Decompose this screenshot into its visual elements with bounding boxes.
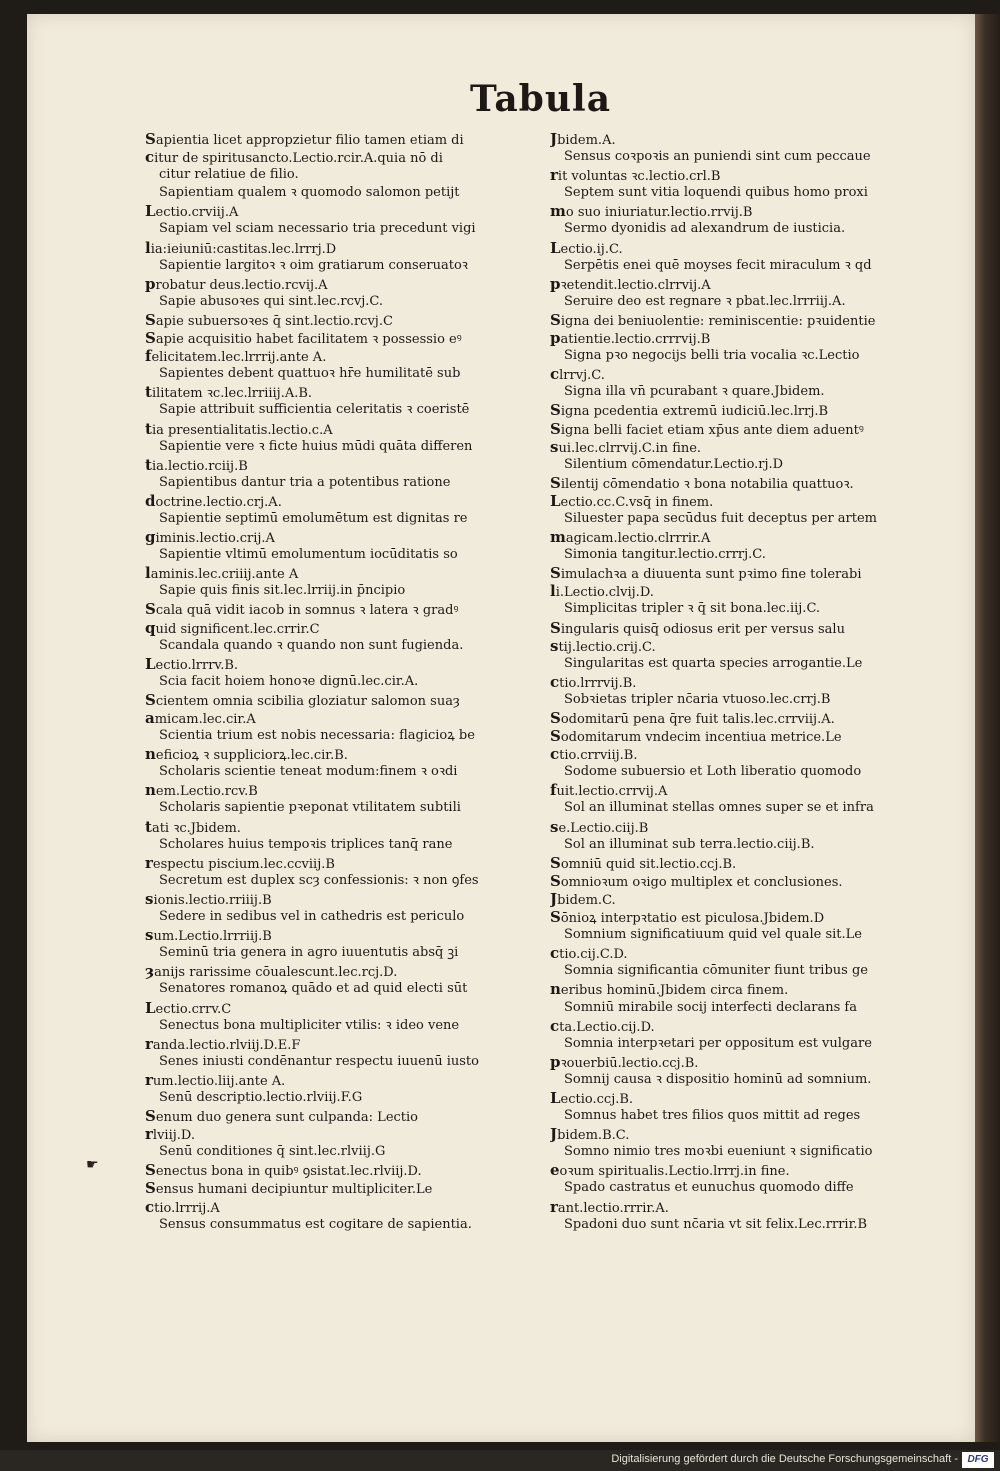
index-entry-continuation: Simplicitas tripler ꝛ q̄ sit bona.lec.iij.C. bbox=[564, 601, 821, 617]
index-entry-continuation: Sapientes debent quattuoꝛ hr̄e humilitatē sub bbox=[159, 366, 461, 382]
index-entry: Lectio.ccj.B. bbox=[550, 1088, 634, 1107]
index-entry: mo suo iniuriatur.lectio.rrvij.B bbox=[550, 202, 753, 221]
index-entry: rit voluntas ꝛc.lectio.crl.B bbox=[550, 166, 721, 185]
index-entry: ȝanijs rarissime cōualescunt.lec.rcj.D. bbox=[145, 962, 398, 981]
index-entry-continuation: Sobꝛietas tripler nc̄aria vtuoso.lec.crrj.B bbox=[564, 691, 831, 707]
index-entry: Sapientia licet appropzietur filio tamen etiam di bbox=[145, 130, 464, 148]
index-entry: Somniū quid sit.lectio.ccj.B. bbox=[550, 853, 737, 872]
index-entry: Lectio.crrv.C bbox=[145, 998, 232, 1017]
index-entry: Singularis quisq̄ odiosus erit per versus salu bbox=[550, 618, 845, 637]
index-entry-continuation: Sol an illuminat stellas omnes super se et infra bbox=[564, 800, 874, 816]
index-entry: doctrine.lectio.crj.A. bbox=[145, 491, 282, 510]
index-entry-continuation: Scholaris sapientie pꝛeponat vtilitatem subtili bbox=[159, 800, 461, 816]
index-entry: Lectio.lrrrv.B. bbox=[145, 654, 239, 673]
index-entry: Jbidem.A. bbox=[550, 130, 616, 148]
index-entry-continuation: Sapientie septimū emolumētum est dignitas re bbox=[159, 510, 468, 526]
page-edge bbox=[975, 14, 1000, 1442]
index-column-right bbox=[550, 130, 925, 1240]
index-entry: respectu piscium.lec.ccviij.B bbox=[145, 853, 335, 872]
index-entry: nem.Lectio.rcv.B bbox=[145, 781, 258, 800]
index-entry-continuation: Silentium cōmendatur.Lectio.rj.D bbox=[564, 456, 784, 472]
index-entry-continuation: Somnia significantia cōmuniter fiunt tribus ge bbox=[564, 963, 868, 979]
index-entry: felicitatem.lec.lrrrij.ante A. bbox=[145, 347, 327, 366]
index-entry: Jbidem.B.C. bbox=[550, 1125, 630, 1144]
index-entry-continuation: Sensus consummatus est cogitare de sapientia. bbox=[159, 1216, 472, 1232]
index-entry: ctio.lrrrvij.B. bbox=[550, 672, 637, 691]
index-entry: ctio.cij.C.D. bbox=[550, 944, 628, 963]
index-entry: Sodomitarum vndecim incentiua metrice.Le bbox=[550, 727, 842, 746]
index-entry: tia.lectio.rciij.B bbox=[145, 455, 248, 474]
index-entry: Scientem omnia scibilia gloziatur salomon suaȝ bbox=[145, 690, 460, 709]
index-entry-continuation: Senū descriptio.lectio.rlviij.F.G bbox=[159, 1089, 363, 1105]
index-entry: lia:ieiuniū:castitas.lec.lrrrj.D bbox=[145, 238, 337, 257]
index-entry: Lectio.crviij.A bbox=[145, 202, 239, 221]
index-entry-continuation: Sapientie vltimū emolumentum iocūditatis so bbox=[159, 547, 458, 563]
index-entry: Signa belli faciet etiam xp̄us ante diem aduentꝰ bbox=[550, 419, 864, 438]
index-entry: Signa pcedentia extremū iudiciū.lec.lrrj.B bbox=[550, 401, 829, 420]
index-entry: Senectus bona in quibꝰ ꝯsistat.lec.rlviij.D. bbox=[145, 1161, 422, 1180]
index-entry-continuation: Scia facit hoiem honoꝛe dignū.lec.cir.A. bbox=[159, 673, 419, 689]
index-entry: amicam.lec.cir.A bbox=[145, 709, 256, 727]
index-entry: li.Lectio.clvij.D. bbox=[550, 582, 654, 601]
index-entry-continuation: Senatores romanoꝝ quādo et ad quid electi sūt bbox=[159, 981, 468, 997]
dfg-logo-icon[interactable]: DFG bbox=[962, 1452, 994, 1468]
index-entry: se.Lectio.ciij.B bbox=[550, 817, 649, 836]
index-entry-continuation: Sapientie vere ꝛ ficte huius mūdi quāta differen bbox=[159, 438, 473, 454]
index-entry: ctio.lrrrij.A bbox=[145, 1197, 220, 1216]
index-entry: Sapie subuersoꝛes q̄ sint.lectio.rcvj.C bbox=[145, 310, 393, 329]
index-entry: pꝛetendit.lectio.clrrvij.A bbox=[550, 274, 711, 293]
index-entry: citur de spiritusancto.Lectio.rcir.A.quia nō di bbox=[145, 148, 443, 167]
index-entry: Simulachꝛa a diuuenta sunt pꝛimo fine tolerabi bbox=[550, 564, 862, 583]
index-entry: rum.lectio.liij.ante A. bbox=[145, 1070, 286, 1089]
margin-mark: ☛ bbox=[86, 1157, 99, 1173]
index-entry: probatur deus.lectio.rcvij.A bbox=[145, 274, 328, 293]
index-entry: tilitatem ꝛc.lec.lrriiij.A.B. bbox=[145, 383, 313, 402]
index-entry: ctio.crrviij.B. bbox=[550, 745, 638, 764]
index-entry: tati ꝛc.Jbidem. bbox=[145, 817, 241, 836]
index-column-left bbox=[145, 130, 520, 1240]
index-entry: Silentij cōmendatio ꝛ bona notabilia quattuoꝛ. bbox=[550, 473, 854, 492]
index-entry: magicam.lectio.clrrrir.A bbox=[550, 528, 711, 547]
index-entry-continuation: Signa illa vn̄ pcurabant ꝛ quare.Jbidem. bbox=[564, 384, 825, 400]
index-entry: patientie.lectio.crrrvij.B bbox=[550, 329, 711, 348]
index-entry: laminis.lec.criiij.ante A bbox=[145, 564, 299, 583]
index-entry: Sensus humani decipiuntur multipliciter.Le bbox=[145, 1179, 433, 1198]
index-entry-continuation: Sapientibus dantur tria a potentibus ratione bbox=[159, 474, 451, 490]
index-entry-continuation: Sapiam vel sciam necessario tria precedunt vigi bbox=[159, 221, 476, 237]
index-entry-continuation: Senes iniusti condēnantur respectu iuuenū iusto bbox=[159, 1053, 479, 1069]
index-entry-continuation: Scientia trium est nobis necessaria: flagicioꝝ be bbox=[159, 728, 475, 744]
index-entry-continuation: Somnus habet tres filios quos mittit ad reges bbox=[564, 1108, 861, 1124]
index-entry: Lectio.cc.C.vsq̄ in finem. bbox=[550, 491, 714, 510]
index-entry-continuation: Senectus bona multipliciter vtilis: ꝛ ideo vene bbox=[159, 1017, 460, 1033]
index-entry-continuation: Somnij causa ꝛ dispositio hominū ad somnium. bbox=[564, 1071, 872, 1087]
index-entry-continuation: Somno nimio tres moꝛbi eueniunt ꝛ significatio bbox=[564, 1144, 873, 1160]
index-entry: neribus hominū.Jbidem circa finem. bbox=[550, 980, 789, 999]
index-entry-continuation: Sol an illuminat sub terra.lectio.ciij.B. bbox=[564, 836, 815, 852]
index-entry-continuation: Secretum est duplex scȝ confessionis: ꝛ non ꝯfes bbox=[159, 872, 479, 888]
index-entry-continuation: Scholaris scientie teneat modum:finem ꝛ oꝛdi bbox=[159, 764, 458, 780]
index-entry: fuit.lectio.crrvij.A bbox=[550, 781, 668, 800]
index-entry: rant.lectio.rrrir.A. bbox=[550, 1197, 669, 1216]
index-entry-continuation: Sensus coꝛpoꝛis an puniendi sint cum peccaue bbox=[564, 149, 871, 165]
index-entry: Scala quā vidit iacob in somnus ꝛ latera ꝛ gradꝰ bbox=[145, 600, 459, 619]
index-entry: sum.Lectio.lrrriij.B bbox=[145, 926, 272, 945]
index-entry: neficioꝝ ꝛ suppliciorꝝ.lec.cir.B. bbox=[145, 745, 348, 764]
index-entry-continuation: Siluester papa secūdus fuit deceptus per artem bbox=[564, 510, 877, 526]
index-entry: Sōnioꝝ interpꝛtatio est piculosa.Jbidem.D bbox=[550, 908, 825, 927]
index-entry-continuation: Septem sunt vitia loquendi quibus homo proxi bbox=[564, 185, 868, 201]
index-entry: sui.lec.clrrvij.C.in fine. bbox=[550, 437, 702, 456]
index-entry-continuation: Seruire deo est regnare ꝛ pbat.lec.lrrriij.A. bbox=[564, 293, 846, 309]
index-entry: pꝛouerbiū.lectio.ccj.B. bbox=[550, 1052, 699, 1071]
index-entry: Lectio.ij.C. bbox=[550, 238, 623, 257]
page-title: Tabula bbox=[470, 78, 612, 120]
index-entry-continuation: Spado castratus et eunuchus quomodo diffe bbox=[564, 1180, 854, 1196]
index-entry-continuation: Scholares huius tempoꝛis triplices tanq̄ rane bbox=[159, 836, 453, 852]
index-entry: rlviij.D. bbox=[145, 1125, 195, 1144]
index-entry-continuation: Singularitas est quarta species arrogantie.Le bbox=[564, 655, 863, 671]
index-entry-continuation: Sapie quis finis sit.lec.lrriij.in p̄ncipio bbox=[159, 583, 406, 599]
index-entry-continuation: Sapientiam qualem ꝛ quomodo salomon petijt bbox=[159, 185, 460, 201]
index-entry-continuation: Scandala quando ꝛ quando non sunt fugienda. bbox=[159, 637, 464, 653]
index-entry: stij.lectio.crij.C. bbox=[550, 636, 656, 655]
index-entry-continuation: Spadoni duo sunt nc̄aria vt sit felix.Lec.rrrir.B bbox=[564, 1216, 868, 1232]
index-entry: tia presentialitatis.lectio.c.A bbox=[145, 419, 333, 438]
index-entry-continuation: Serpētis enei quē moyses fecit miraculum ꝛ qd̄ bbox=[564, 257, 872, 273]
footer-bar bbox=[0, 1450, 1000, 1471]
index-entry: giminis.lectio.crij.A bbox=[145, 528, 275, 547]
index-entry: eoꝛum spiritualis.Lectio.lrrrj.in fine. bbox=[550, 1161, 790, 1180]
index-entry: Somnioꝛum oꝛigo multiplex et conclusiones. bbox=[550, 871, 843, 890]
index-entry: cta.Lectio.cij.D. bbox=[550, 1016, 655, 1035]
index-entry-continuation: Sedere in sedibus vel in cathedris est periculo bbox=[159, 909, 465, 925]
index-entry-continuation: Sapie attribuit sufficientia celeritatis ꝛ coeristē bbox=[159, 402, 470, 418]
index-entry: quid significent.lec.crrir.C bbox=[145, 618, 320, 637]
index-entry: Sapie acquisitio habet facilitatem ꝛ possessio eꝰ bbox=[145, 329, 462, 348]
index-entry-continuation: Sapientie largitoꝛ ꝛ oim gratiarum conseruatoꝛ bbox=[159, 257, 468, 273]
index-entry-continuation: Somnia interpꝛetari per oppositum est vulgare bbox=[564, 1035, 872, 1051]
index-entry-continuation: Seminū tria genera in agro iuuentutis absq̄ ꝫi bbox=[159, 945, 459, 961]
index-entry-continuation: Sodome subuersio et Loth liberatio quomodo bbox=[564, 764, 862, 780]
index-entry: Senum duo genera sunt culpanda: Lectio bbox=[145, 1107, 419, 1126]
index-entry-continuation: Sapie abusoꝛes qui sint.lec.rcvj.C. bbox=[159, 293, 383, 309]
index-entry: Signa dei beniuolentie: reminiscentie: pꝛuidentie bbox=[550, 310, 876, 329]
index-entry-continuation: Somnium significatiuum quid vel quale sit.Le bbox=[564, 927, 862, 943]
index-entry-continuation: citur relatiue de filio. bbox=[159, 167, 299, 183]
index-entry: randa.lectio.rlviij.D.E.F bbox=[145, 1034, 301, 1053]
index-entry: Jbidem.C. bbox=[550, 889, 616, 908]
index-entry: sionis.lectio.rriiij.B bbox=[145, 889, 272, 908]
index-entry-continuation: Signa pꝛo negocijs belli tria vocalia ꝛc.Lectio bbox=[564, 348, 860, 364]
funding-note: Digitalisierung gefördert durch die Deutsche Forschungsgemeinschaft - bbox=[611, 1453, 958, 1465]
index-entry: clrrvj.C. bbox=[550, 365, 605, 384]
index-entry: Sodomitarū pena q̄re fuit talis.lec.crrviij.A. bbox=[550, 709, 835, 727]
index-entry-continuation: Somniū mirabile socij interfecti declarans fa bbox=[564, 999, 857, 1015]
index-entry-continuation: Simonia tangitur.lectio.crrrj.C. bbox=[564, 547, 766, 563]
index-entry-continuation: Senū conditiones q̄ sint.lec.rlviij.G bbox=[159, 1144, 386, 1160]
index-entry-continuation: Sermo dyonidis ad alexandrum de iusticia. bbox=[564, 221, 846, 237]
